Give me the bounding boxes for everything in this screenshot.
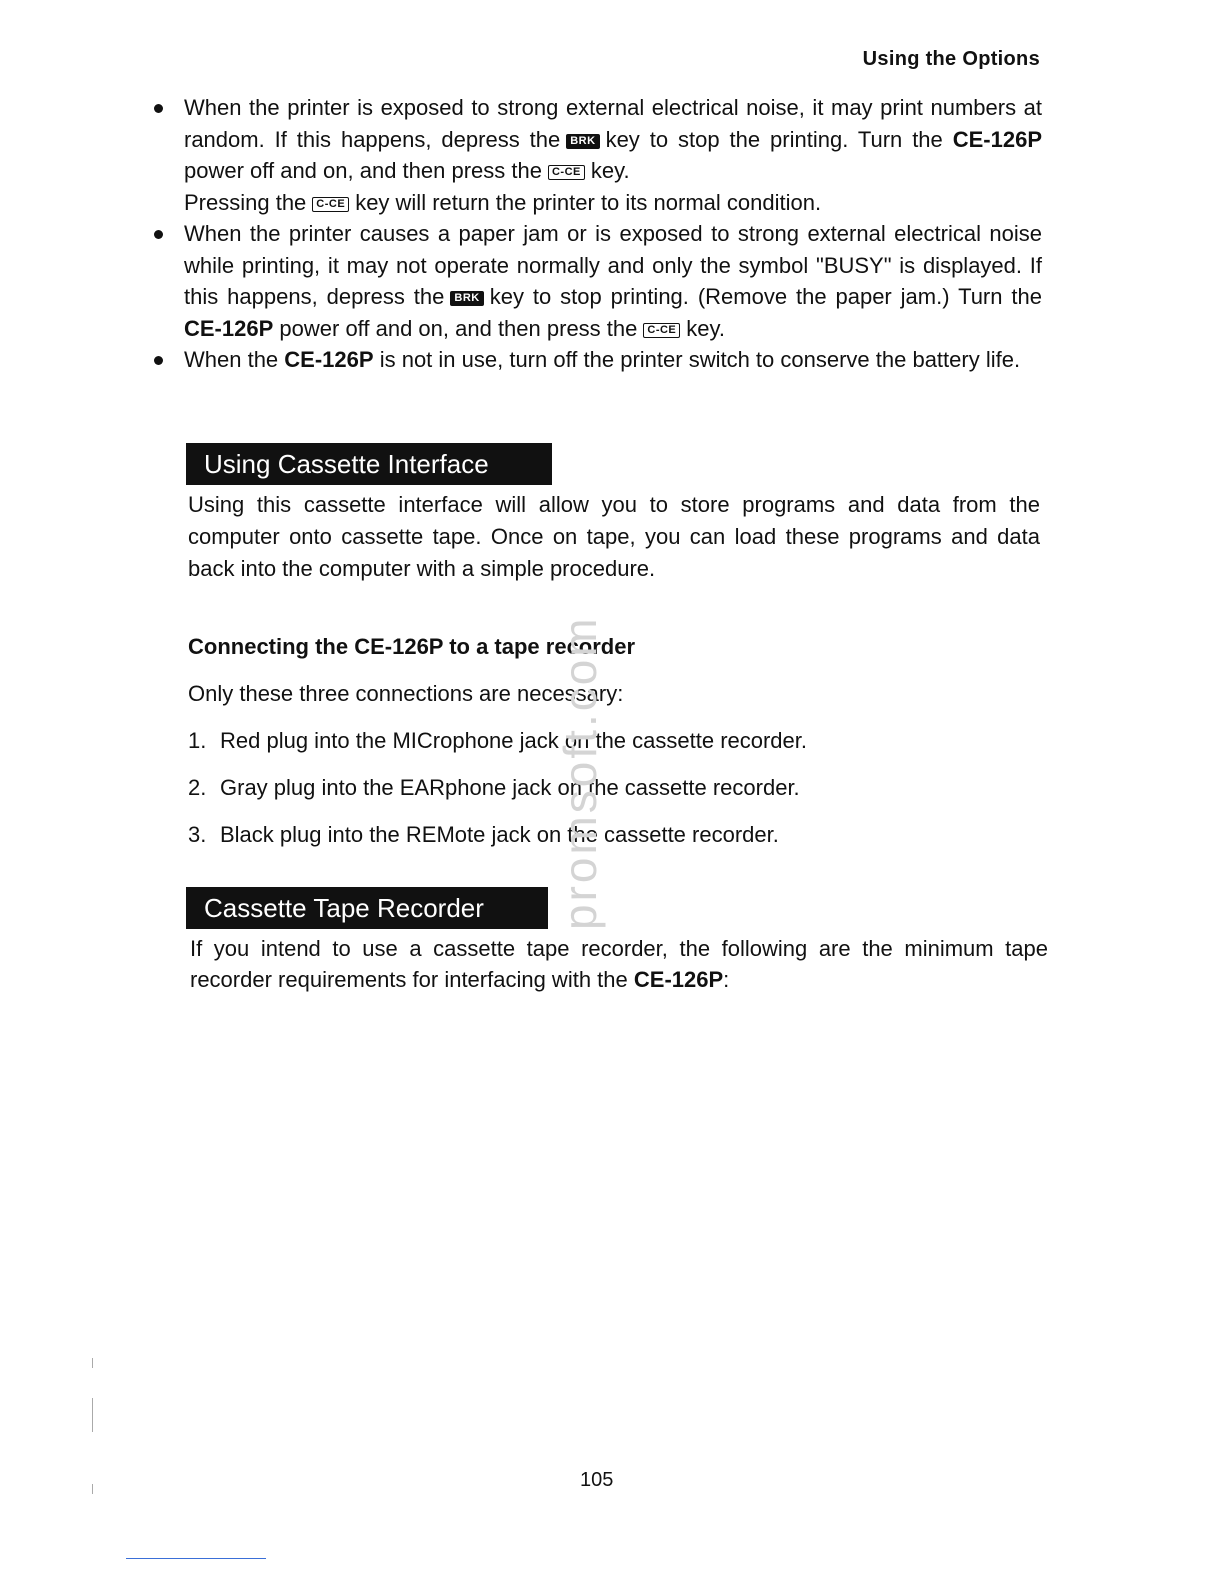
bullet-text: key to stop the printing. Turn the bbox=[605, 126, 943, 152]
step-number: 1. bbox=[188, 728, 207, 753]
bullet-text: key. bbox=[590, 158, 630, 183]
model-name: CE-126P bbox=[184, 315, 274, 341]
scan-edge-mark bbox=[92, 1398, 93, 1432]
bullet-item bbox=[150, 344, 1042, 376]
page-header: Using the Options bbox=[862, 48, 1040, 70]
bullet-text: When the printer is exposed to strong external electrical noise, it may print numbers at random. If this happens, depress the bbox=[184, 95, 1042, 152]
c-ce-key-icon: C-CE bbox=[643, 323, 680, 338]
bullet-item bbox=[150, 218, 1042, 344]
c-ce-key-icon: C-CE bbox=[312, 197, 349, 212]
bullet-text: Pressing the bbox=[184, 189, 307, 215]
bullet-text: key will return the printer to its normal condition. bbox=[355, 189, 822, 215]
step-text: Red plug into the MICrophone jack on the cassette recorder. bbox=[220, 728, 808, 753]
model-name: CE-126P bbox=[284, 347, 374, 372]
model-name: CE-126P bbox=[633, 967, 724, 992]
bullet-text: power off and on, and then press the bbox=[184, 158, 542, 183]
section-heading-cassette-interface: Using Cassette Interface bbox=[186, 443, 552, 485]
subsection-heading: Connecting the CE-126P to a tape recorder bbox=[188, 634, 636, 659]
section-heading-cassette-recorder: Cassette Tape Recorder bbox=[186, 887, 548, 929]
bottom-rule bbox=[126, 1558, 266, 1559]
brk-key-icon: BRK bbox=[450, 291, 483, 306]
brk-key-icon: BRK bbox=[566, 134, 599, 149]
connection-steps bbox=[188, 728, 807, 869]
bullet-list bbox=[150, 92, 1042, 376]
paragraph-text: If you intend to use a cassette tape recorder, the following are the minimum tape recorder requirements for interfacing with the bbox=[190, 936, 1048, 992]
connections-intro: Only these three connections are necessary: bbox=[188, 681, 624, 706]
scan-edge-mark bbox=[92, 1358, 93, 1368]
list-item bbox=[188, 728, 807, 775]
section-paragraph bbox=[190, 933, 1048, 995]
bullet-text: When the printer causes a paper jam or is exposed to strong external electrical noise while printing, it may not operate normally and only the symbol "BUSY" is displayed. If this happens, depress the bbox=[184, 221, 1042, 309]
bullet-text: key. bbox=[686, 315, 725, 341]
paragraph-text: : bbox=[723, 967, 730, 992]
list-item bbox=[188, 775, 807, 822]
model-name: CE-126P bbox=[952, 126, 1042, 152]
list-item bbox=[188, 822, 807, 869]
watermark: promsoft.com bbox=[554, 615, 606, 930]
step-number: 2. bbox=[188, 775, 207, 800]
bullet-text: is not in use, turn off the printer switch to conserve the battery life. bbox=[379, 347, 1021, 372]
page-number: 105 bbox=[580, 1469, 614, 1491]
scan-edge-mark bbox=[92, 1484, 93, 1494]
step-text: Gray plug into the EARphone jack on the cassette recorder. bbox=[220, 775, 800, 800]
bullet-text: power off and on, and then press the bbox=[279, 315, 638, 341]
bullet-item bbox=[150, 92, 1042, 218]
step-text: Black plug into the REMote jack on the cassette recorder. bbox=[220, 822, 779, 847]
c-ce-key-icon: C-CE bbox=[548, 165, 585, 180]
bullet-text: key to stop printing. (Remove the paper jam.) Turn the bbox=[489, 284, 1042, 309]
bullet-text: When the bbox=[184, 347, 279, 372]
section-paragraph: Using this cassette interface will allow you to store programs and data from the computer onto cassette tape. Once on tape, you can load these programs and data back into the computer with a simple procedure. bbox=[188, 492, 1040, 581]
step-number: 3. bbox=[188, 822, 207, 847]
